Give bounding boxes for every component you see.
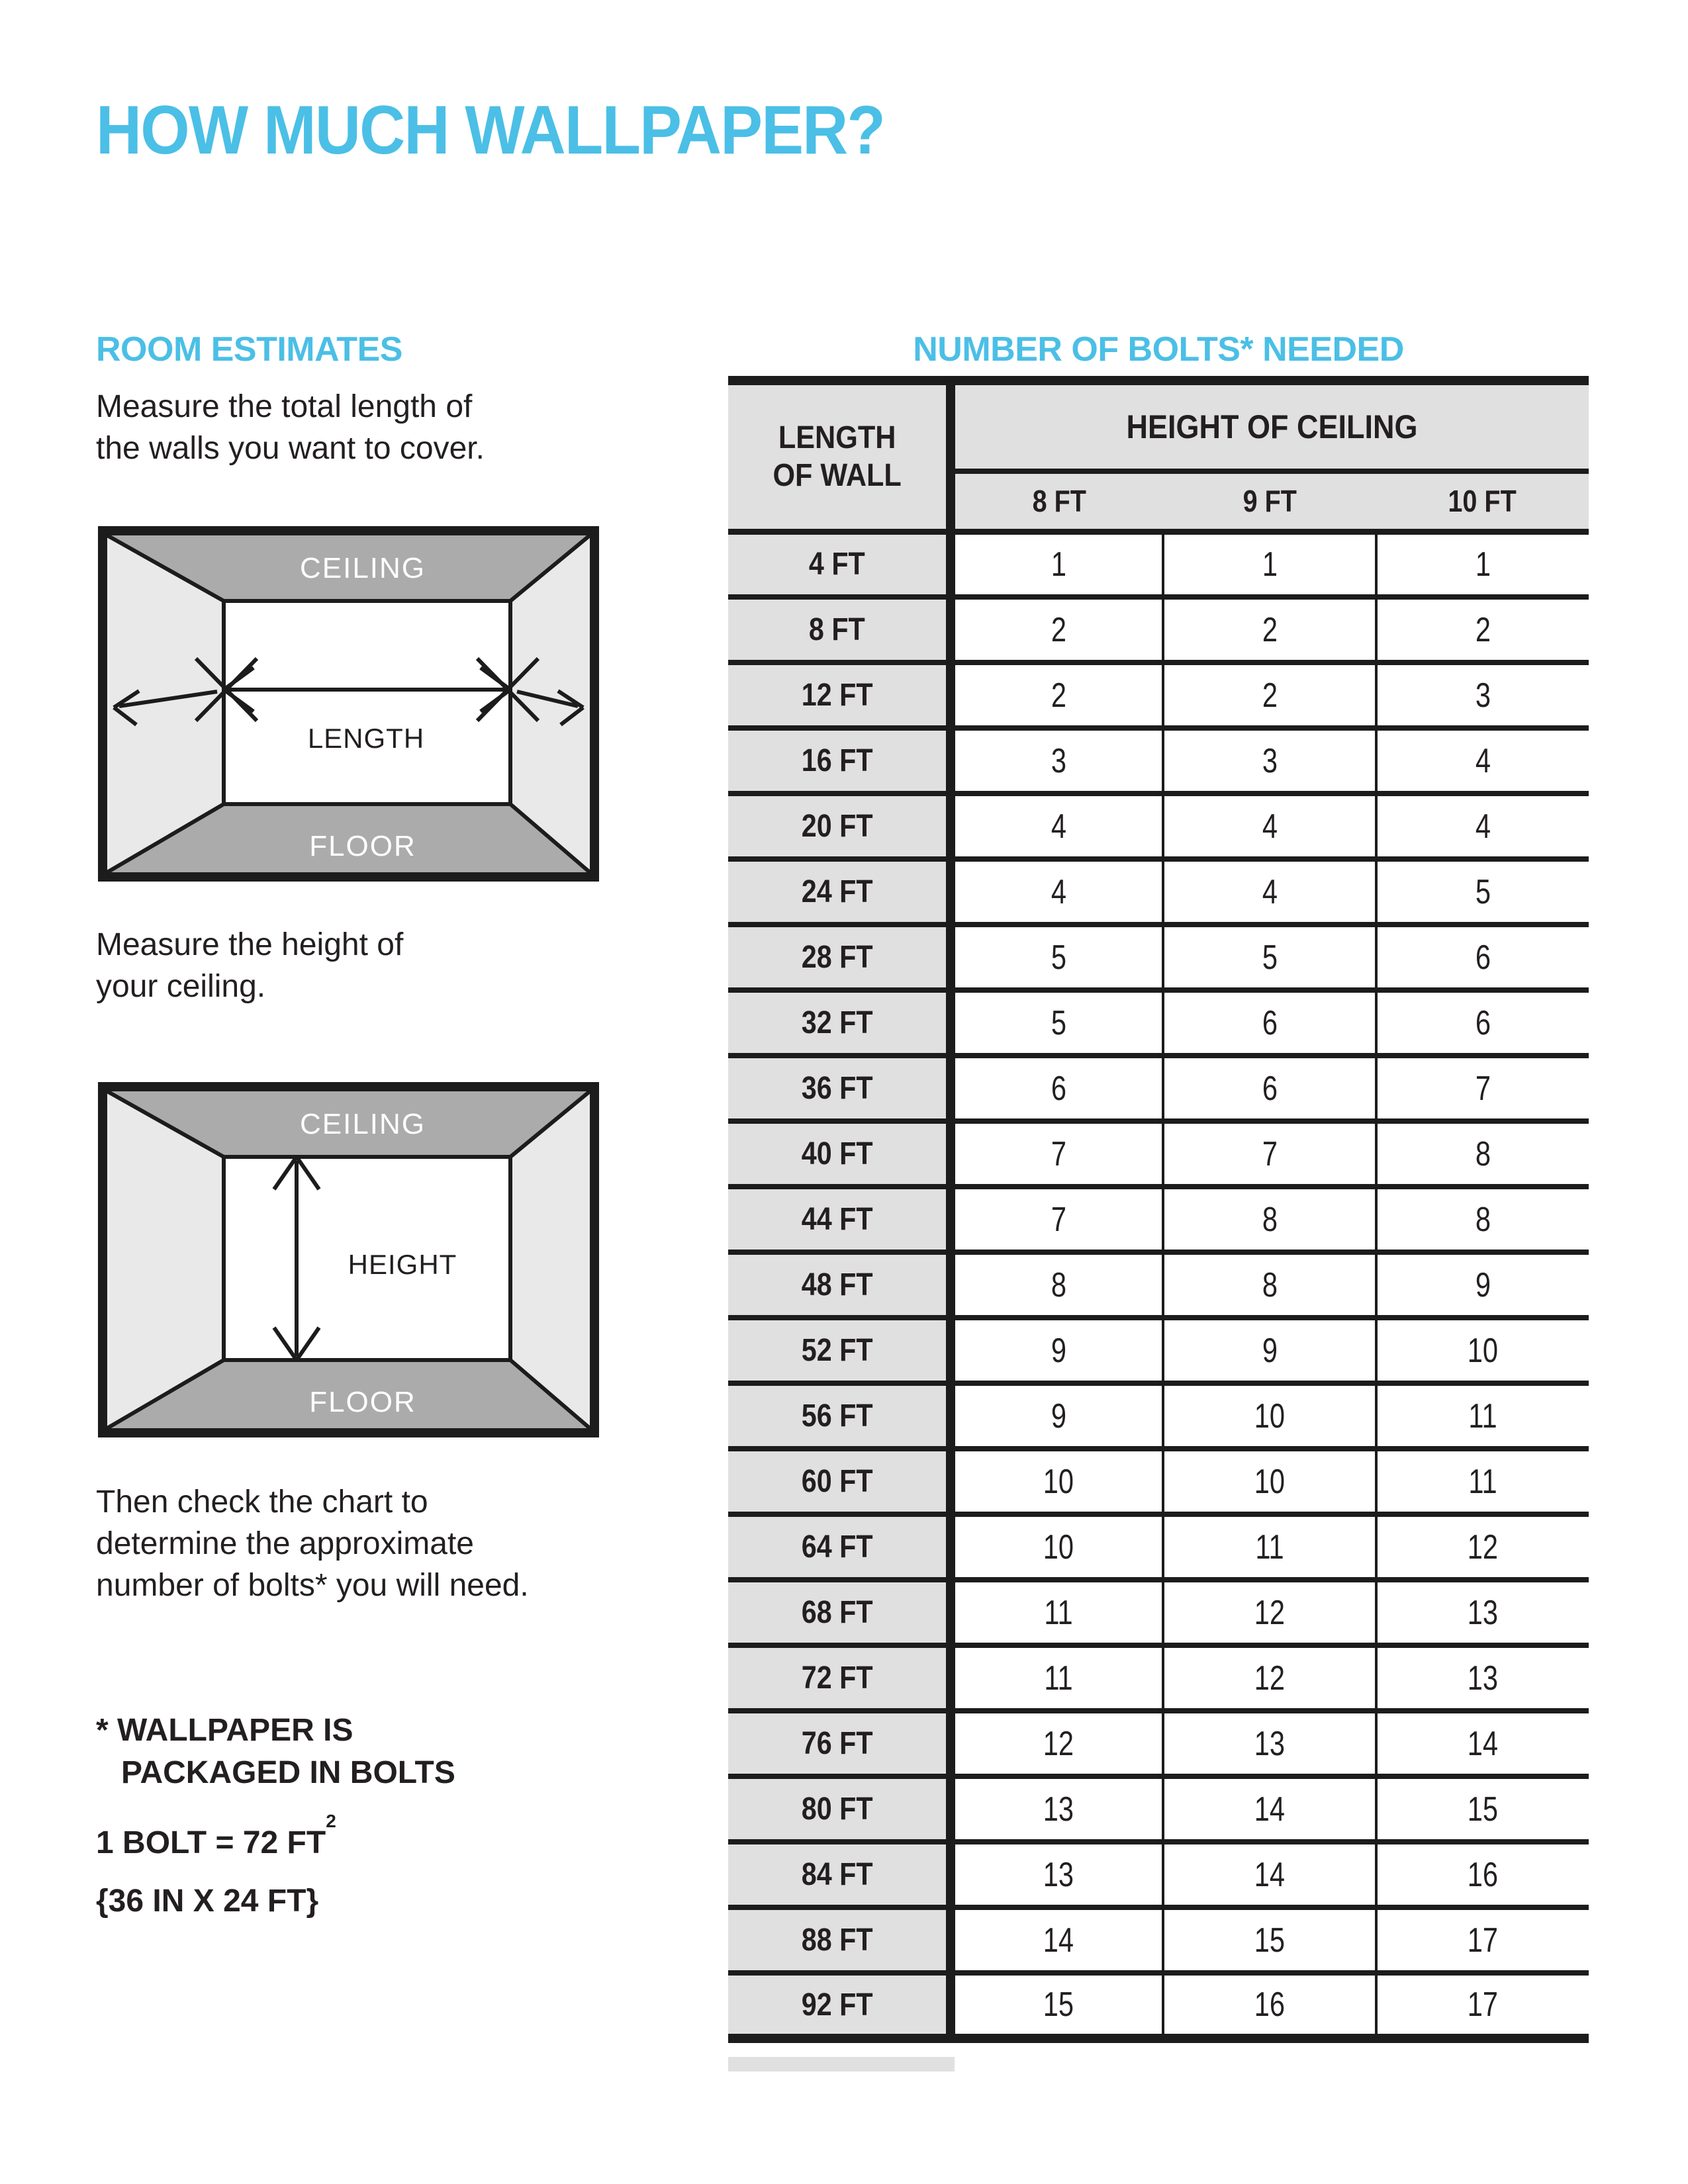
bolt-count-cell: 1	[951, 531, 1163, 597]
bolt-count-cell: 7	[1376, 1056, 1589, 1121]
bolt-count-cell: 13	[1376, 1645, 1589, 1711]
bolt-count-cell: 7	[1163, 1121, 1376, 1187]
table-row	[728, 728, 1589, 794]
bolt-count-cell: 10	[1376, 1318, 1589, 1383]
bolt-count-cell: 5	[951, 925, 1163, 990]
bolt-count-cell: 8	[1163, 1252, 1376, 1318]
table-row	[728, 1580, 1589, 1645]
bolt-count-cell: 12	[1376, 1514, 1589, 1580]
bolt-count-cell: 6	[1163, 990, 1376, 1056]
bolt-count-cell: 10	[1163, 1449, 1376, 1514]
table-row	[728, 1842, 1589, 1907]
table-row	[728, 531, 1589, 597]
bolt-count-cell: 4	[1163, 794, 1376, 859]
step1-text	[96, 386, 485, 469]
bolt-count-cell: 8	[1376, 1121, 1589, 1187]
col-header-8ft: 8 FT	[951, 471, 1163, 531]
bolt-count-cell: 11	[1376, 1449, 1589, 1514]
bolt-count-cell: 12	[1163, 1580, 1376, 1645]
row-label-wall-length: 48 FT	[728, 1252, 951, 1318]
bolt-count-cell: 9	[1376, 1252, 1589, 1318]
bolt-count-cell: 15	[1376, 1776, 1589, 1842]
bolt-count-cell: 11	[1376, 1383, 1589, 1449]
bolt-count-cell: 16	[1376, 1842, 1589, 1907]
footnote-line1: * WALLPAPER IS	[96, 1713, 353, 1748]
bolt-count-cell: 3	[1163, 728, 1376, 794]
row-label-wall-length: 24 FT	[728, 859, 951, 925]
row-label-wall-length: 88 FT	[728, 1907, 951, 1973]
row-label-wall-length: 72 FT	[728, 1645, 951, 1711]
bolt-count-cell: 5	[1163, 925, 1376, 990]
col-header-9ft: 9 FT	[1163, 471, 1376, 531]
col-header-length-of-wall	[728, 381, 951, 531]
ceiling-label: CEILING	[299, 552, 426, 584]
bolt-count-cell: 7	[951, 1121, 1163, 1187]
bolt-count-cell: 4	[1163, 859, 1376, 925]
bolt-equation-base: 1 BOLT = 72 FT	[96, 1825, 326, 1860]
row-label-wall-length: 32 FT	[728, 990, 951, 1056]
bolt-count-cell: 13	[951, 1776, 1163, 1842]
bolt-count-cell: 6	[1376, 990, 1589, 1056]
bolt-count-cell: 11	[951, 1645, 1163, 1711]
table-row	[728, 1514, 1589, 1580]
table-row	[728, 1056, 1589, 1121]
table-row	[728, 1318, 1589, 1383]
row-label-wall-length: 16 FT	[728, 728, 951, 794]
bolt-count-cell: 6	[951, 1056, 1163, 1121]
bolt-count-cell: 14	[1163, 1842, 1376, 1907]
bolts-needed-heading: NUMBER OF BOLTS* NEEDED	[913, 330, 1404, 369]
table-row	[728, 1121, 1589, 1187]
bolt-count-cell: 5	[1376, 859, 1589, 925]
bolt-count-cell: 9	[951, 1383, 1163, 1449]
step1-line1: Measure the total length of	[96, 389, 473, 424]
bolt-count-cell: 2	[951, 597, 1163, 662]
bolt-count-cell: 14	[1163, 1776, 1376, 1842]
bolt-count-cell: 9	[1163, 1318, 1376, 1383]
bolt-count-cell: 4	[1376, 794, 1589, 859]
bolt-count-cell: 7	[951, 1187, 1163, 1252]
footnote-line2: PACKAGED IN BOLTS	[121, 1755, 455, 1790]
bolt-count-cell: 3	[951, 728, 1163, 794]
height-label: HEIGHT	[348, 1249, 457, 1280]
row-label-wall-length: 68 FT	[728, 1580, 951, 1645]
bolt-dimensions: {36 IN X 24 FT}	[96, 1884, 319, 1919]
bolt-count-cell: 10	[951, 1514, 1163, 1580]
col-header-10ft: 10 FT	[1376, 471, 1589, 531]
col-header-height-of-ceiling: HEIGHT OF CEILING	[951, 381, 1589, 471]
step1-line2: the walls you want to cover.	[96, 431, 485, 466]
bolt-count-cell: 14	[1376, 1711, 1589, 1776]
step2-text	[96, 924, 403, 1007]
row-label-wall-length: 84 FT	[728, 1842, 951, 1907]
row-label-wall-length: 64 FT	[728, 1514, 951, 1580]
bolt-count-cell: 3	[1376, 662, 1589, 728]
row-label-wall-length: 80 FT	[728, 1776, 951, 1842]
ceiling-label: CEILING	[299, 1108, 426, 1140]
table-row	[728, 1383, 1589, 1449]
bolt-count-cell: 2	[1163, 662, 1376, 728]
row-label-wall-length: 28 FT	[728, 925, 951, 990]
bolt-count-cell: 5	[951, 990, 1163, 1056]
step2-line1: Measure the height of	[96, 927, 404, 962]
row-label-wall-length: 20 FT	[728, 794, 951, 859]
bolt-count-cell: 2	[1376, 597, 1589, 662]
bolt-count-cell: 10	[1163, 1383, 1376, 1449]
length-of-wall-label: LENGTH OF WALL	[773, 420, 902, 494]
bolt-count-cell: 8	[951, 1252, 1163, 1318]
table-row	[728, 1187, 1589, 1252]
table-row	[728, 990, 1589, 1056]
bolt-equation-exponent: 2	[326, 1811, 336, 1831]
wallpaper-bolts-footnote	[96, 1709, 455, 1794]
bolt-count-cell: 8	[1376, 1187, 1589, 1252]
bolt-count-cell: 11	[1163, 1514, 1376, 1580]
bolt-equation	[96, 1811, 336, 1864]
bolt-count-cell: 8	[1163, 1187, 1376, 1252]
page-title: HOW MUCH WALLPAPER?	[96, 92, 885, 169]
row-label-wall-length: 52 FT	[728, 1318, 951, 1383]
step2-line2: your ceiling.	[96, 969, 266, 1004]
row-label-wall-length: 44 FT	[728, 1187, 951, 1252]
room-height-diagram	[98, 1082, 599, 1437]
bolts-table	[728, 376, 1589, 2043]
table-gray-tail	[728, 2057, 955, 2071]
bolt-spec-text	[96, 1811, 336, 1938]
floor-label: FLOOR	[309, 1386, 416, 1418]
bolt-count-cell: 6	[1376, 925, 1589, 990]
bolt-count-cell: 6	[1163, 1056, 1376, 1121]
bolt-count-cell: 9	[951, 1318, 1163, 1383]
bolt-count-cell: 4	[951, 859, 1163, 925]
bolts-needed-table	[728, 376, 1589, 2043]
table-row	[728, 794, 1589, 859]
bolt-count-cell: 13	[1163, 1711, 1376, 1776]
table-row	[728, 1645, 1589, 1711]
bolt-count-cell: 15	[1163, 1907, 1376, 1973]
table-body	[728, 531, 1589, 2038]
room-estimates-heading: ROOM ESTIMATES	[96, 330, 402, 369]
bolt-count-cell: 16	[1163, 1973, 1376, 2038]
table-row	[728, 1711, 1589, 1776]
bolt-count-cell: 12	[1163, 1645, 1376, 1711]
bolt-count-cell: 4	[1376, 728, 1589, 794]
row-label-wall-length: 4 FT	[728, 531, 951, 597]
bolt-count-cell: 13	[1376, 1580, 1589, 1645]
room-height-diagram-svg	[98, 1082, 599, 1437]
row-label-wall-length: 36 FT	[728, 1056, 951, 1121]
bolt-count-cell: 1	[1376, 531, 1589, 597]
floor-label: FLOOR	[309, 830, 416, 862]
bolt-count-cell: 17	[1376, 1973, 1589, 2038]
length-label: LENGTH	[307, 723, 425, 754]
step3-line1: Then check the chart to	[96, 1484, 428, 1520]
bolt-count-cell: 2	[1163, 597, 1376, 662]
room-length-diagram	[98, 526, 599, 882]
bolt-count-cell: 15	[951, 1973, 1163, 2038]
table-row	[728, 1907, 1589, 1973]
bolt-count-cell: 11	[951, 1580, 1163, 1645]
table-row	[728, 597, 1589, 662]
back-wall	[224, 601, 510, 804]
table-header-row-1	[728, 381, 1589, 471]
bolt-count-cell: 17	[1376, 1907, 1589, 1973]
bolt-count-cell: 10	[951, 1449, 1163, 1514]
table-row	[728, 662, 1589, 728]
row-label-wall-length: 60 FT	[728, 1449, 951, 1514]
table-row	[728, 1776, 1589, 1842]
bolt-count-cell: 2	[951, 662, 1163, 728]
room-length-diagram-svg	[98, 526, 599, 882]
row-label-wall-length: 92 FT	[728, 1973, 951, 2038]
row-label-wall-length: 40 FT	[728, 1121, 951, 1187]
step3-text	[96, 1481, 529, 1606]
bolt-count-cell: 4	[951, 794, 1163, 859]
table-row	[728, 1449, 1589, 1514]
row-label-wall-length: 56 FT	[728, 1383, 951, 1449]
table-row	[728, 1973, 1589, 2038]
bolt-count-cell: 12	[951, 1711, 1163, 1776]
step3-line2: determine the approximate	[96, 1526, 474, 1561]
table-row	[728, 925, 1589, 990]
row-label-wall-length: 76 FT	[728, 1711, 951, 1776]
bolt-count-cell: 1	[1163, 531, 1376, 597]
table-row	[728, 859, 1589, 925]
bolt-count-cell: 14	[951, 1907, 1163, 1973]
step3-line3: number of bolts* you will need.	[96, 1568, 529, 1603]
row-label-wall-length: 12 FT	[728, 662, 951, 728]
table-row	[728, 1252, 1589, 1318]
row-label-wall-length: 8 FT	[728, 597, 951, 662]
bolt-count-cell: 13	[951, 1842, 1163, 1907]
